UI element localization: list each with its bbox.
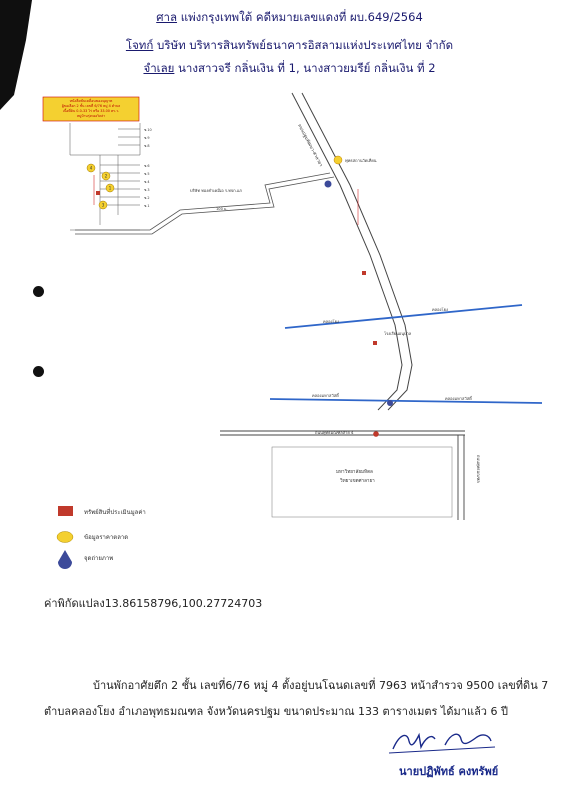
court-label: ศาล xyxy=(156,10,178,24)
svg-text:ซ.9: ซ.9 xyxy=(144,136,150,140)
distance-label: 100 ม. xyxy=(216,207,228,211)
legend-market-label: ข้อมูลราคาตลาด xyxy=(84,534,129,541)
map-note-line: หมู่บ้านรุ่งทองวิลล่า xyxy=(76,114,106,118)
coordinates-line xyxy=(44,594,262,612)
main-road-label: ถนนปฐมพัฒนา-ศาลายา xyxy=(296,123,323,168)
campus-label: วิทยาเขตศาลายา xyxy=(340,479,375,484)
property-marker xyxy=(96,191,100,195)
svg-text:1: 1 xyxy=(108,185,112,191)
legend-market-swatch xyxy=(57,532,73,543)
canal-khlong-yong-label: คลองโยง xyxy=(432,307,448,312)
university-label: มหาวิทยาลัยมหิดล xyxy=(336,470,373,475)
map-note-line: หนังสือขับเคลื่อนขออนุญาต xyxy=(69,99,113,103)
svg-text:ซ.2: ซ.2 xyxy=(144,196,150,200)
canal-khlong-yong-label: คลองโยง xyxy=(323,319,339,324)
svg-text:ซ.6: ซ.6 xyxy=(144,164,150,168)
signature-scribble xyxy=(385,725,505,759)
red-flag-marker xyxy=(373,341,377,345)
coordinates-value: 13.86158796,100.27724703 xyxy=(104,597,263,610)
description-line-1: บ้านพักอาศัยตึก 2 ชั้น เลขที่6/76 หมู่ 4 ตั้งอยู่บนโฉนดเลขที่ 7963 หน้าสำรวจ 9500 เลขที่ดิน 7 xyxy=(93,679,549,692)
location-map xyxy=(40,85,554,580)
legend-property-swatch xyxy=(58,506,73,516)
svg-text:ซ.3: ซ.3 xyxy=(144,188,150,192)
court-text: แพ่งกรุงเทพใต้ คดีหมายเลขแดงที่ ผบ.649/2564 xyxy=(180,10,423,24)
svg-text:ซ.4: ซ.4 xyxy=(144,180,150,184)
temple-label: พุทธสถานวัดเทียน xyxy=(345,158,377,163)
svg-text:ซ.5: ซ.5 xyxy=(144,172,150,176)
market-points xyxy=(87,164,114,209)
canal-maha-sawat-label: คลองมหาสวัสดิ์ xyxy=(312,393,339,398)
case-number-line xyxy=(0,10,579,24)
plot-number-labels xyxy=(144,128,152,208)
legend-photo-label: จุดถ่ายภาพ xyxy=(84,555,114,562)
svg-text:3: 3 xyxy=(101,202,105,208)
canal-maha-sawat xyxy=(270,399,542,403)
red-flag-marker xyxy=(362,271,366,275)
photo-point-icon xyxy=(325,181,332,188)
map-note-line: เนื้อที่ดิน 0-0-33 ไร่ หรือ 33.00 ตร.ว. xyxy=(62,109,120,113)
canal-khlong-yong xyxy=(285,305,522,328)
plaintiff-text: บริษัท บริหารสินทรัพย์ธนาคารอิสลามแห่งประเทศไทย จำกัด xyxy=(157,38,454,52)
svg-text:4: 4 xyxy=(89,165,93,171)
svg-text:ซ.1: ซ.1 xyxy=(144,204,150,208)
svg-text:ซ.10: ซ.10 xyxy=(144,128,152,132)
bottom-road-label: ถนนพุทธมณฑลสาย 4 xyxy=(315,430,354,435)
defendant-label: จำเลย xyxy=(143,61,175,75)
defendant-text: นางสาวจรี กลิ่นเงิน ที่ 1, นางสาวยมรีย์ กลิ่นเงิน ที่ 2 xyxy=(178,61,436,75)
defendant-line xyxy=(0,61,579,75)
village-access-road xyxy=(75,173,330,230)
kindergarten-label: โรงเรียนอนุบาล xyxy=(384,331,412,336)
description-line-2: ตำบลคลองโยง อำเภอพุทธมณฑล จังหวัดนครปฐม ขนาดประมาณ 133 ตารางเมตร ได้มาแล้ว 6 ปี xyxy=(44,705,508,718)
signer-name: นายปฏิพัทธ์ คงทรัพย์ xyxy=(399,765,499,778)
canal-maha-sawat-label: คลองมหาสวัสดิ์ xyxy=(445,396,472,401)
svg-text:ซ.8: ซ.8 xyxy=(144,144,150,148)
map-note-line: ผู้ขอเลือก 2 ชั้น เลขที่ 6/76 หมู่ 4 ตำบล xyxy=(61,104,121,108)
right-road-label: ถนนพุทธมณฑล xyxy=(476,455,481,483)
coordinates-label: ค่าพิกัดแปลง xyxy=(44,597,105,610)
svg-text:2: 2 xyxy=(104,173,108,179)
legend-photo-icon xyxy=(58,550,72,569)
plaintiff-label: โจทก์ xyxy=(125,38,154,52)
temple-icon xyxy=(334,156,342,164)
plaintiff-line xyxy=(0,38,579,52)
company-label: บริษัท ทองคำเคมีเอ ร.ทจก.แก xyxy=(190,188,242,193)
legend-property-label: ทรัพย์สินที่ประเมินมูลค่า xyxy=(84,509,146,516)
